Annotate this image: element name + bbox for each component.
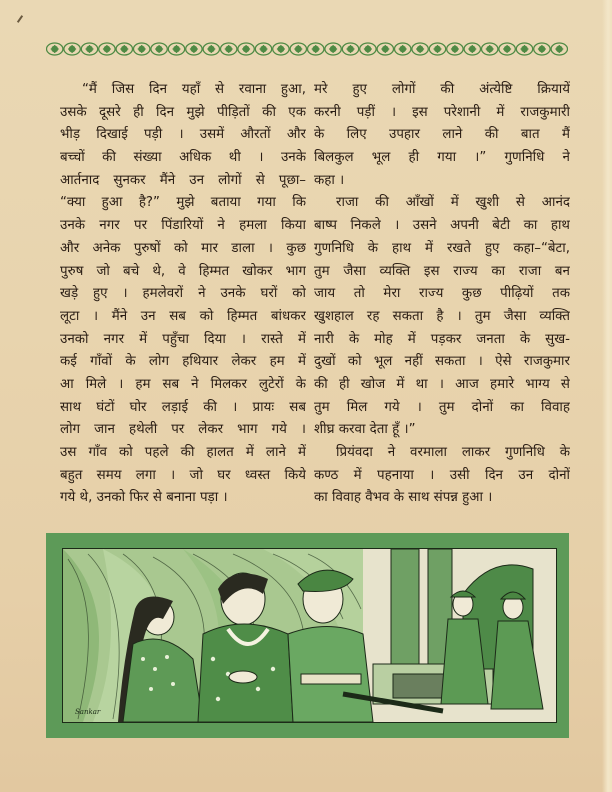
text-line: कहा । (314, 172, 345, 188)
text-line: आ मिले । हम सब ने मिलकर लुटेरों के (60, 376, 306, 392)
floral-chain-border (46, 41, 568, 57)
text-line: खुशहाल रह सकता है । तुम जैसा व्यक्ति (314, 308, 570, 324)
ornament-motif (134, 43, 150, 55)
text-line: राजा की आँखों में खुशी से आनंद (336, 195, 570, 211)
text-line: लोग जान हथेली पर लेकर भाग गये । (60, 422, 306, 438)
page-edge (602, 0, 612, 792)
text-line: साथ घंटों घोर लड़ाई की । प्रायः सब (60, 399, 306, 415)
ornament-motif (99, 43, 115, 55)
text-line: शीघ्र करवा देता हूँ ।” (314, 422, 416, 438)
ornament-motif (64, 43, 80, 55)
ornament-motif (168, 43, 184, 55)
text-line: करनी पड़ीं । इस परेशानी में राजकुमारी (314, 104, 570, 120)
text-line: और अनेक पुरुषों को मार डाला । कुछ (60, 240, 306, 256)
text-line: के लिए उपहार लाने की बात मैं (314, 127, 570, 143)
ornament-motif (81, 43, 97, 55)
text-line: तुम मिल गये । तुम दोनों का विवाह (314, 399, 570, 415)
text-line: उनके नगर पर पिंडारियों ने हमला किया (60, 218, 306, 234)
text-line: पुरुष जो बचे थे, वे हिम्मत खोकर भाग (60, 263, 306, 279)
ornament-motif (116, 43, 132, 55)
ornament-motif (238, 43, 254, 55)
text-line: भीड़ दिखाई पड़ी । उसमें औरतों और (60, 127, 306, 143)
ornament-motif (464, 43, 480, 55)
ornament-motif (499, 43, 515, 55)
ornament-motif (447, 43, 463, 55)
ornament-motif (290, 43, 306, 55)
ornament-motif (308, 43, 324, 55)
text-column-right (314, 79, 570, 510)
ornament-motif (151, 43, 167, 55)
ornament-motif (429, 43, 445, 55)
text-line: गये थे, उनको फिर से बनाना पड़ा । (60, 490, 228, 506)
text-line: कई गाँवों के लोग हथियार लेकर हम में (60, 354, 306, 370)
text-line: बाष्प निकले । उसने अपनी बेटी का हाथ (314, 218, 570, 234)
artist-signature: Sankar (75, 708, 101, 716)
text-line: दुखों को भूल नहीं सकता । ऐसे राजकुमार (314, 354, 570, 370)
text-line: मरे हुए लोगों की अंत्येष्टि क्रियायें (314, 82, 570, 97)
text-line: “मैं जिस दिन यहाँ से रवाना हुआ, (82, 82, 306, 97)
ornament-motif (255, 43, 271, 55)
text-line: उनको नगर में पहुँचा दिया । रास्ते में (60, 331, 306, 347)
text-line: कण्ठ में पहनाया । उसी दिन उन दोनों (314, 467, 570, 483)
text-line: उस गाँव को पहले की हालत में लाने में (60, 445, 306, 460)
ornament-motif (325, 43, 341, 55)
text-line: बहुत समय लगा । जो घर ध्वस्त किये (60, 467, 306, 483)
text-line: का विवाह वैभव के साथ संपन्न हुआ । (314, 490, 493, 506)
illustration-scene (63, 549, 556, 722)
ornament-motif (551, 43, 567, 55)
ornament-motif (186, 43, 202, 55)
joined-hands (229, 671, 257, 683)
ornament-motif (412, 43, 428, 55)
ornament-motif (395, 43, 411, 55)
ornament-motif (516, 43, 532, 55)
text-line: उसके दूसरे ही दिन मुझे पीड़ितों की एक (60, 104, 306, 120)
text-line: की ही खोज में था । आज हमारे भाग्य से (314, 376, 570, 392)
text-line: गुणनिधि के हाथ में रखते हुए कहा–“बेटा, (314, 240, 570, 256)
text-line: तुम जैसा व्यक्ति इस राज्य का राजा बन (314, 263, 570, 279)
text-line: बिलकुल भूल ही गया ।” गुणनिधि ने (314, 150, 570, 166)
text-line: प्रियंवदा ने वरमाला लाकर गुणनिधि के (336, 445, 570, 460)
text-line: बच्चों की संख्या अधिक थी । उनके (60, 150, 306, 166)
text-line: “क्या हुआ है?” मुझे बताया गया कि (60, 195, 306, 211)
ornament-motif (482, 43, 498, 55)
ornament-motif (534, 43, 550, 55)
ornament-motif (342, 43, 358, 55)
ornament-motif (360, 43, 376, 55)
ornament-motif (203, 43, 219, 55)
royal-wedding-illustration (62, 548, 557, 723)
text-line: खड़े हुए । हमलेवरों ने उनके घरों को (60, 286, 306, 302)
text-line: लूटा । मैंने उन सब को हिम्मत बांधकर (60, 308, 306, 324)
text-column-left (60, 79, 306, 510)
illustration-frame (46, 533, 569, 738)
text-line: जाय तो मेरा राज्य कुछ पीढ़ियों तक (314, 286, 570, 302)
ornament-motif (273, 43, 289, 55)
text-line: नारी के मोह में पड़कर जनता के सुख- (314, 331, 570, 347)
text-line: आर्तनाद सुनकर मैंने उन लोगों से पूछा– (60, 172, 306, 188)
ornament-motif (377, 43, 393, 55)
ornament-motif (221, 43, 237, 55)
pencil-mark (17, 15, 23, 23)
ornament-motif (47, 43, 63, 55)
